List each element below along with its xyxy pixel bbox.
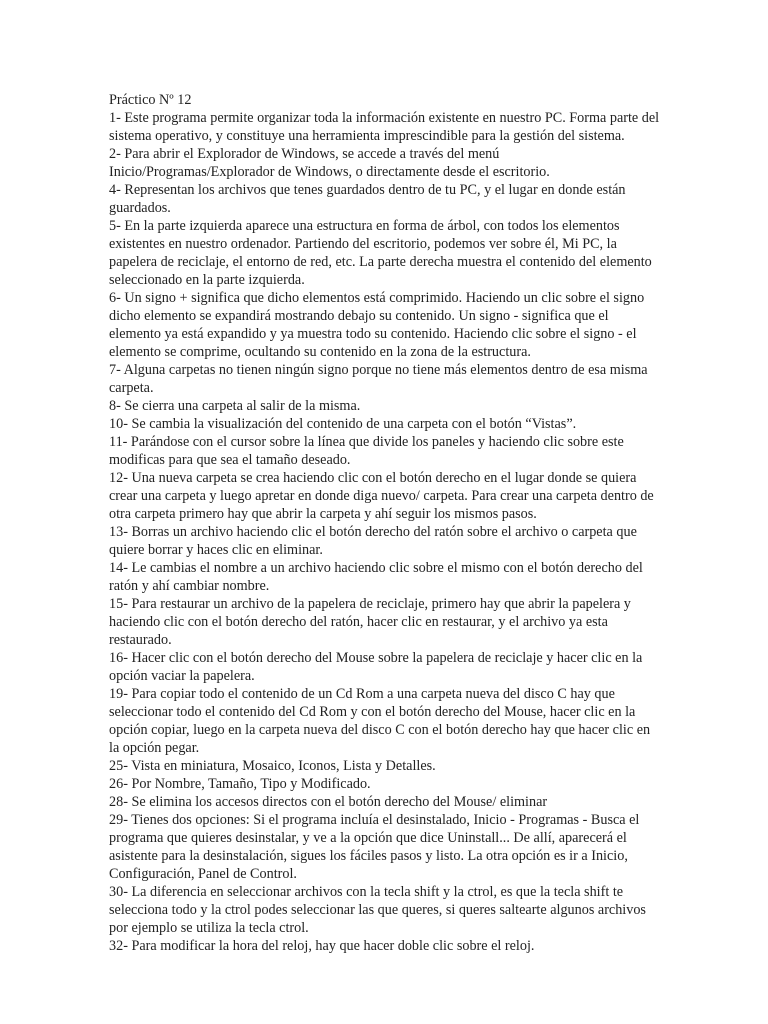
answer-15: 15- Para restaurar un archivo de la papelera de reciclaje, primero hay que abrir la papelera y haciendo clic con el botón derecho del ratón, hacer clic en restaurar, y el archivo ya esta restaurado. <box>109 596 631 648</box>
answer-4: 4- Representan los archivos que tenes guardados dentro de tu PC, y el lugar en donde están guardados. <box>109 182 626 216</box>
answer-11: 11- Parándose con el cursor sobre la línea que divide los paneles y haciendo clic sobre este modificas para que sea el tamaño deseado. <box>109 434 624 468</box>
document-title: Práctico Nº 12 <box>109 92 192 108</box>
document-body <box>109 91 661 955</box>
answer-12: 12- Una nueva carpeta se crea haciendo clic con el botón derecho en el lugar donde se quiera crear una carpeta y luego apretar en donde diga nuevo/ carpeta. Para crear una carpeta dentro de otra carpeta primero hay que abrir la carpeta y ahí seguir los mismos pasos. <box>109 470 654 522</box>
answer-14: 14- Le cambias el nombre a un archivo haciendo clic sobre el mismo con el botón derecho del ratón y ahí cambiar nombre. <box>109 560 643 594</box>
answer-13: 13- Borras un archivo haciendo clic el botón derecho del ratón sobre el archivo o carpeta que quiere borrar y haces clic en eliminar. <box>109 524 637 558</box>
answer-32: 32- Para modificar la hora del reloj, hay que hacer doble clic sobre el reloj. <box>109 938 535 954</box>
answer-7: 7- Alguna carpetas no tienen ningún signo porque no tiene más elementos dentro de esa misma carpeta. <box>109 362 648 396</box>
answer-29: 29- Tienes dos opciones: Si el programa incluía el desinstalado, Inicio - Programas - Busca el programa que quieres desinstalar, y ve a la opción que dice Uninstall... De allí, aparecerá el asistente para la desinstalación, sigues los fáciles pasos y listo. La otra opción es ir a Inicio, Configuración, Panel de Control. <box>109 812 640 882</box>
answer-19: 19- Para copiar todo el contenido de un Cd Rom a una carpeta nueva del disco C hay que seleccionar todo el contenido del Cd Rom y con el botón derecho del Mouse, hacer clic en la opción copiar, luego en la carpeta nueva del disco C con el botón derecho hay que hacer clic en la opción pegar. <box>109 686 651 756</box>
answer-8: 8- Se cierra una carpeta al salir de la misma. <box>109 398 361 414</box>
answer-1: 1- Este programa permite organizar toda la información existente en nuestro PC. Forma parte del sistema operativo, y constituye una herramienta imprescindible para la gestión del sistema. <box>109 110 660 144</box>
answer-6: 6- Un signo + significa que dicho elementos está comprimido. Haciendo un clic sobre el signo dicho elemento se expandirá mostrando debajo su contenido. Un signo - significa que el elemento ya está expandido y ya muestra todo su contenido. Haciendo clic sobre el signo - el elemento se comprime, ocultando su contenido en la zona de la estructura. <box>109 290 645 360</box>
answer-16: 16- Hacer clic con el botón derecho del Mouse sobre la papelera de reciclaje y hacer clic en la opción vaciar la papelera. <box>109 650 643 684</box>
answer-26: 26- Por Nombre, Tamaño, Tipo y Modificado. <box>109 776 371 792</box>
answer-2: 2- Para abrir el Explorador de Windows, se accede a través del menú Inicio/Programas/Explorador de Windows, o directamente desde el escritorio. <box>109 146 550 180</box>
answer-5: 5- En la parte izquierda aparece una estructura en forma de árbol, con todos los elementos existentes en nuestro ordenador. Partiendo del escritorio, podemos ver sobre él, Mi PC, la papelera de reciclaje, el entorno de red, etc. La parte derecha muestra el contenido del elemento seleccionado en la parte izquierda. <box>109 218 652 288</box>
answer-30: 30- La diferencia en seleccionar archivos con la tecla shift y la ctrol, es que la tecla shift te selecciona todo y la ctrol podes seleccionar las que queres, si queres saltearte algunos archivos por ejemplo se utiliza la tecla ctrol. <box>109 884 646 936</box>
answer-28: 28- Se elimina los accesos directos con el botón derecho del Mouse/ eliminar <box>109 794 548 810</box>
answer-25: 25- Vista en miniatura, Mosaico, Iconos, Lista y Detalles. <box>109 758 436 774</box>
answer-10: 10- Se cambia la visualización del contenido de una carpeta con el botón “Vistas”. <box>109 416 577 432</box>
